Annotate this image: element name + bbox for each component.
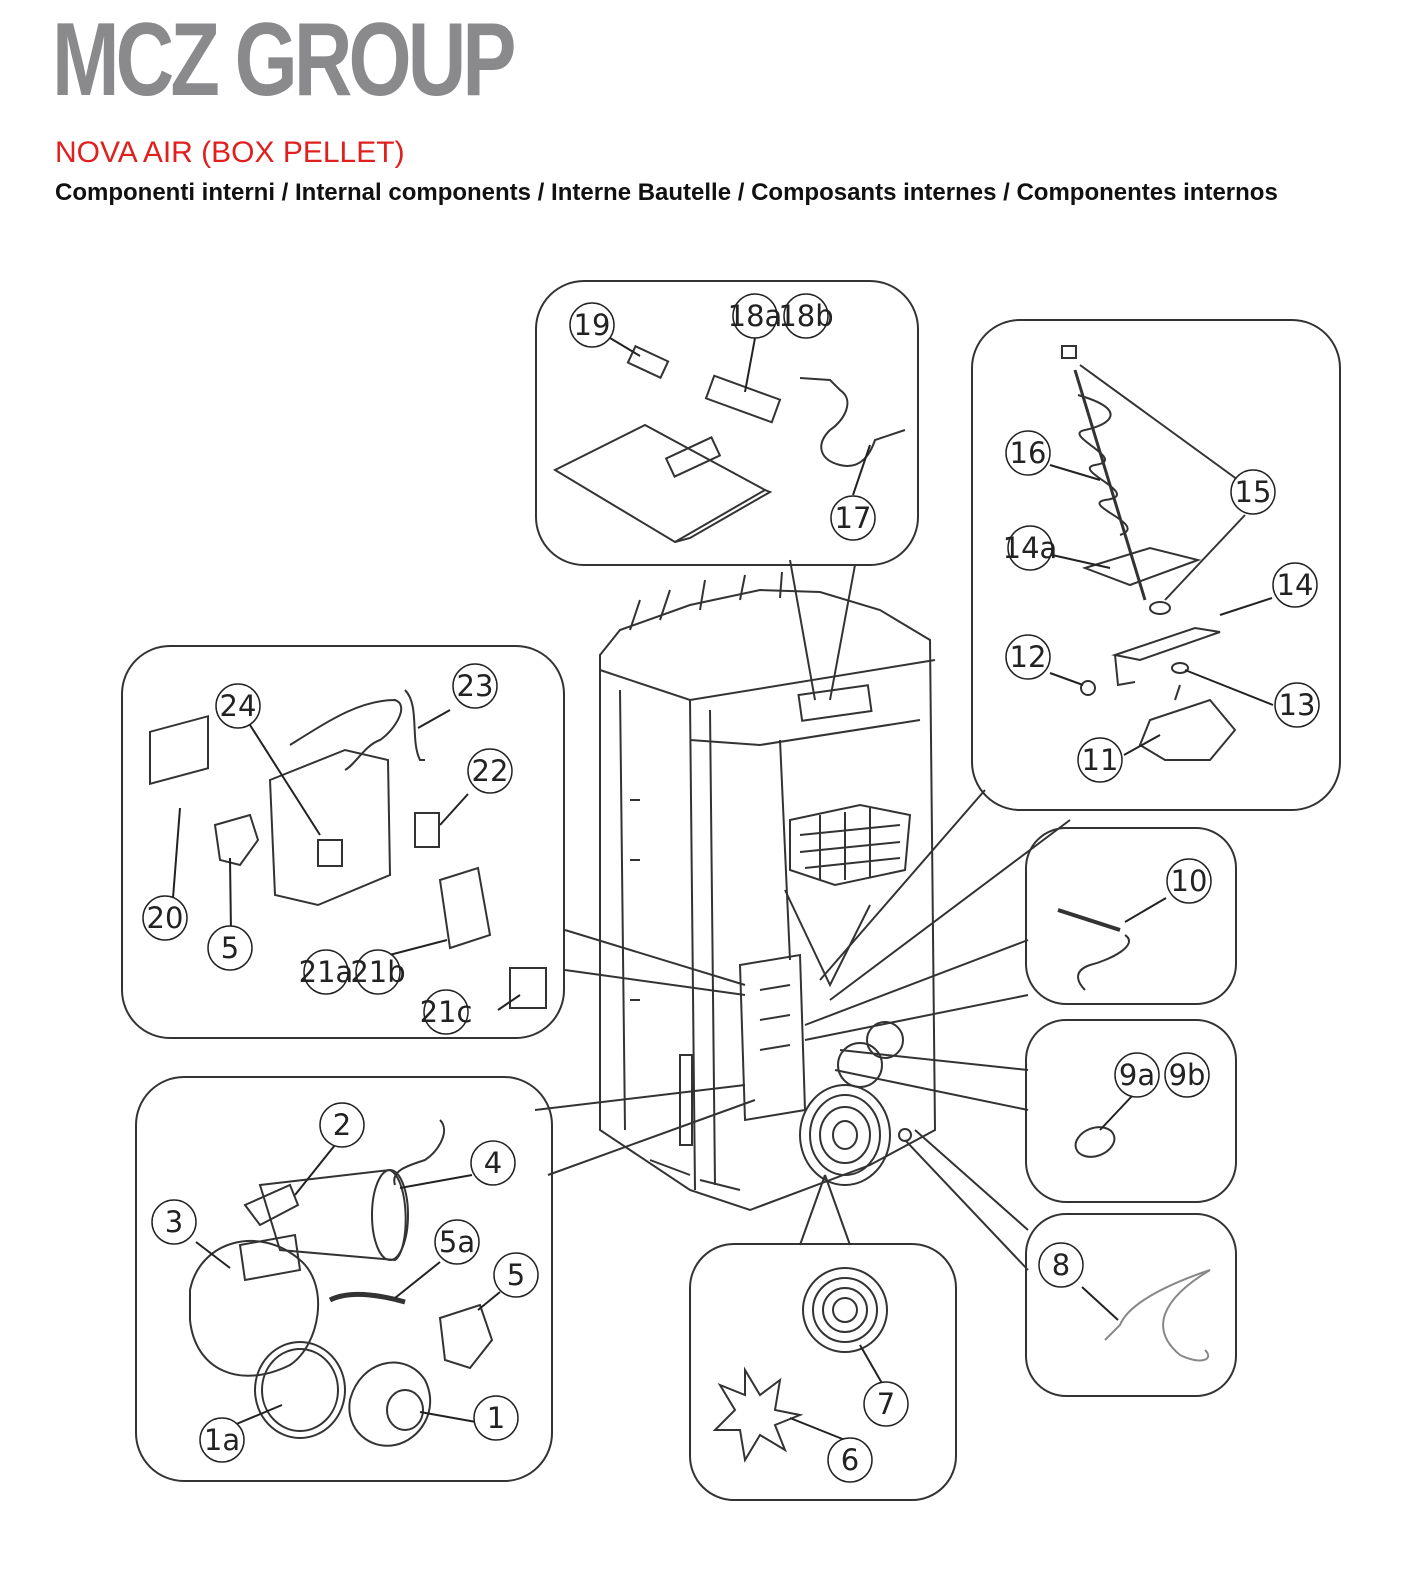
callout-2 [320,1103,364,1147]
box-convection-fan-panel [690,1244,956,1500]
svg-text:21a: 21a [298,955,354,989]
box-sensor-panel [1026,828,1236,1004]
callout-3 [152,1200,196,1244]
callout-20 [143,896,187,940]
svg-text:14a: 14a [1002,531,1058,565]
callout-18a [728,294,783,338]
callout-1a [200,1418,244,1462]
part-18-display [706,376,780,422]
svg-text:19: 19 [573,308,611,342]
subtitle: Componenti interni / Internal components / Interne Bautelle / Composants internes / Componentes internos [55,179,1278,206]
part-12-nut [1081,681,1095,695]
part-11-motor [1140,700,1235,760]
part-24-board [270,750,390,905]
svg-text:18a: 18a [727,299,783,333]
svg-text:24: 24 [219,689,257,723]
callout-9b [1165,1053,1209,1097]
callout-5-bottom [494,1253,538,1297]
part-7-grille [803,1268,887,1352]
callout-4 [471,1141,515,1185]
part-1-motor [349,1363,430,1446]
callout-24 [216,684,260,728]
callout-18b [778,294,833,338]
callout-11 [1078,738,1122,782]
part-8-probe [1105,1270,1210,1360]
svg-text:4: 4 [483,1146,503,1180]
part-6-rotor [715,1370,800,1460]
callout-1 [474,1396,518,1440]
part-15-top [1062,346,1076,358]
svg-text:5: 5 [220,931,240,965]
callout-6 [828,1438,872,1482]
callout-13 [1275,683,1319,727]
part-2-pipe [260,1170,406,1260]
svg-text:6: 6 [840,1443,860,1477]
svg-text:17: 17 [834,501,872,535]
svg-text:7: 7 [876,1387,896,1421]
callout-5a [435,1220,479,1264]
svg-text:22: 22 [471,754,509,788]
callout-14a [1003,526,1058,570]
brand-logo: MCZ GROUP [52,2,513,118]
callout-10 [1167,859,1211,903]
part-17-cable [800,378,905,466]
callout-16 [1006,431,1050,475]
svg-text:3: 3 [164,1205,184,1239]
part-10-sensor [1078,935,1129,990]
svg-text:9a: 9a [1118,1058,1156,1092]
svg-text:5: 5 [506,1258,526,1292]
part-20-card [150,716,208,784]
callout-17 [831,496,875,540]
callout-15 [1231,470,1275,514]
callout-21c [420,990,473,1034]
callout-22 [468,749,512,793]
svg-text:12: 12 [1009,640,1047,674]
part-22-switch [415,813,439,847]
callout-14 [1273,563,1317,607]
part-21c [510,968,546,1008]
svg-text:23: 23 [456,669,494,703]
svg-text:20: 20 [146,901,184,935]
svg-text:13: 13 [1278,688,1316,722]
part-14-plate [1115,628,1220,660]
callout-23 [453,664,497,708]
svg-text:9b: 9b [1168,1058,1206,1092]
callout-21a [299,950,354,994]
callout-8 [1039,1243,1083,1287]
callout-7 [864,1382,908,1426]
svg-text:2: 2 [332,1108,352,1142]
svg-text:8: 8 [1051,1248,1071,1282]
box-gasket-panel [1026,1020,1236,1202]
part-13-bushing [1172,663,1188,673]
callout-5-top [208,926,252,970]
stove-body [600,572,935,1210]
svg-text:15: 15 [1234,475,1272,509]
svg-text:21b: 21b [350,955,406,989]
box-probe-panel [1026,1214,1236,1396]
svg-text:10: 10 [1170,864,1208,898]
part-4-cable [394,1120,444,1185]
callout-19 [570,303,614,347]
callout-12 [1006,635,1050,679]
callout-21b [350,950,405,994]
part-9-gasket [1071,1122,1118,1162]
callout-9a [1115,1053,1159,1097]
svg-text:1: 1 [486,1401,506,1435]
part-5a-hose [330,1294,405,1302]
svg-text:21c: 21c [419,995,473,1029]
svg-text:1a: 1a [203,1423,241,1457]
part-21-board [440,868,490,948]
svg-text:14: 14 [1276,568,1314,602]
svg-text:18b: 18b [778,299,834,333]
svg-text:11: 11 [1081,743,1119,777]
part-19 [628,346,668,378]
control-panel-cover-part [555,425,765,542]
svg-text:5a: 5a [438,1225,476,1259]
part-5-bottom [440,1305,492,1368]
model-title: NOVA AIR (BOX PELLET) [55,136,405,169]
svg-text:16: 16 [1009,436,1047,470]
part-5-top-fan [215,815,258,865]
